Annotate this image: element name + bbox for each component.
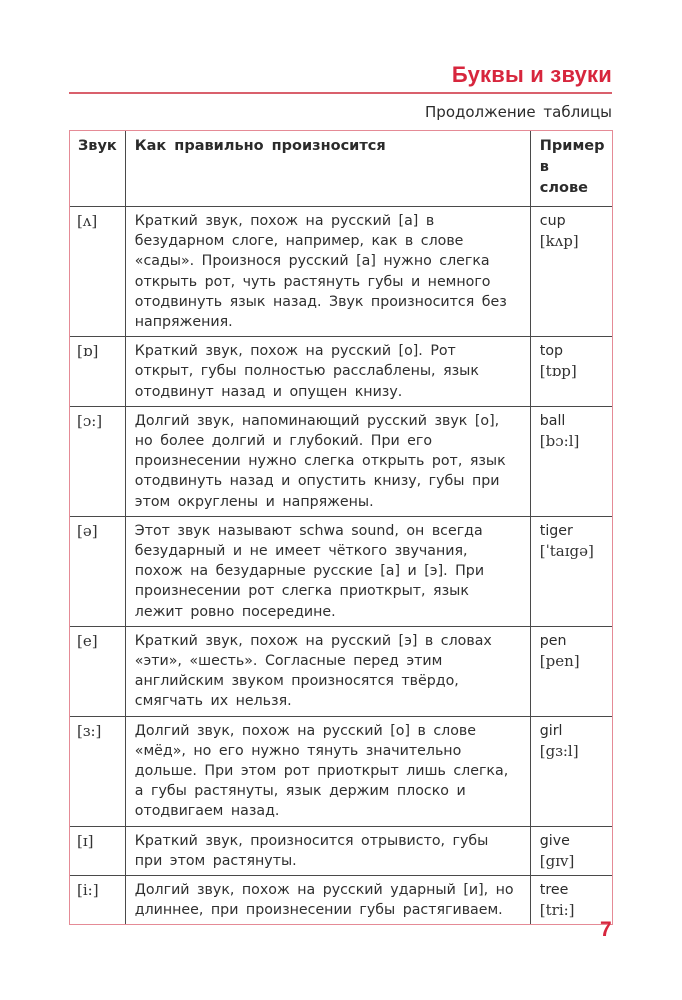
table-row — [69, 337, 613, 407]
example-cell — [530, 826, 613, 875]
example-cell — [530, 626, 613, 716]
example-cell — [530, 337, 613, 407]
table-row — [69, 626, 613, 716]
sound-description: Краткий звук, похож на русский [э] в словах «эти», «шесть». Согласные перед этим английским звуком произносятся твёрдо, смягчать их нельзя. — [125, 626, 530, 716]
sound-description: Краткий звук, похож на русский [о]. Рот открыт, губы полностью расслаблены, язык отодвинут назад и опущен книзу. — [125, 337, 530, 407]
table-row — [69, 406, 613, 516]
sound-symbol: [ʌ] — [69, 207, 125, 337]
table-header-row — [69, 130, 613, 207]
sound-description: Краткий звук, произносится отрывисто, губы при этом растянуты. — [125, 826, 530, 875]
sound-symbol: [ɔ:] — [69, 406, 125, 516]
example-transcription: [kʌp] — [539, 232, 579, 251]
sound-symbol: [i:] — [69, 876, 125, 925]
sound-symbol: [ɜ:] — [69, 716, 125, 826]
table-row — [69, 826, 613, 875]
example-transcription: [tɒp] — [539, 362, 577, 381]
sound-symbol: [ɪ] — [69, 826, 125, 875]
page-number: 7 — [600, 918, 612, 941]
sound-symbol: [e] — [69, 626, 125, 716]
example-word: ball — [539, 412, 566, 429]
example-word: tiger — [539, 522, 573, 539]
table-row — [69, 207, 613, 337]
table-row — [69, 516, 613, 626]
example-word: top — [539, 343, 564, 360]
column-header-example: Пример в слове — [530, 130, 613, 207]
sound-description: Долгий звук, похож на русский [о] в слове «мёд», но его нужно тянуть значительно дольше. При этом рот приоткрыт лишь слегка, а губы растянуты, язык держим плоско и отодвигаем назад. — [125, 716, 530, 826]
example-transcription: [pen] — [539, 652, 580, 671]
column-header-pronunciation: Как правильно произносится — [125, 130, 530, 207]
example-word: tree — [539, 882, 569, 899]
column-header-sound: Звук — [69, 130, 125, 207]
header-divider — [69, 92, 612, 94]
example-word: girl — [539, 722, 563, 739]
sounds-table — [69, 130, 613, 925]
example-transcription: [ˈtaɪgə] — [539, 542, 594, 561]
sound-symbol: [ə] — [69, 516, 125, 626]
example-transcription: [bɔ:l] — [539, 432, 580, 451]
table-row — [69, 876, 613, 925]
example-cell — [530, 716, 613, 826]
example-word: give — [539, 832, 570, 849]
example-cell — [530, 516, 613, 626]
table-row — [69, 716, 613, 826]
example-cell — [530, 406, 613, 516]
example-word: cup — [539, 213, 566, 229]
sound-description: Долгий звук, похож на русский ударный [и], но длиннее, при произнесении губы растягиваем. — [125, 876, 530, 925]
continuation-note: Продолжение таблицы — [425, 103, 612, 121]
sound-description: Долгий звук, напоминающий русский звук [о], но более долгий и глубокий. При его произнесении нужно слегка открыть рот, язык отодвинуть назад и опустить книзу, губы при этом округлены и напряжены. — [125, 406, 530, 516]
sound-description: Краткий звук, похож на русский [а] в безударном слоге, например, как в слове «сады». Произнося русский [а] нужно слегка открыть рот, чуть растянуть губы и немного отодвинуть язык назад. Звук произносится без напряжения. — [125, 207, 530, 337]
sound-symbol: [ɒ] — [69, 337, 125, 407]
example-word: pen — [539, 632, 567, 649]
example-cell — [530, 207, 613, 337]
sound-description: Этот звук называют schwa sound, он всегда безударный и не имеет чёткого звучания, похож на безударные русские [а] и [э]. При произнесении рот слегка приоткрыт, язык лежит ровно посередине. — [125, 516, 530, 626]
example-transcription: [tri:] — [539, 901, 575, 920]
example-transcription: [gɪv] — [539, 851, 575, 870]
example-transcription: [gɜ:l] — [539, 741, 579, 760]
section-title: Буквы и звуки — [451, 62, 612, 87]
